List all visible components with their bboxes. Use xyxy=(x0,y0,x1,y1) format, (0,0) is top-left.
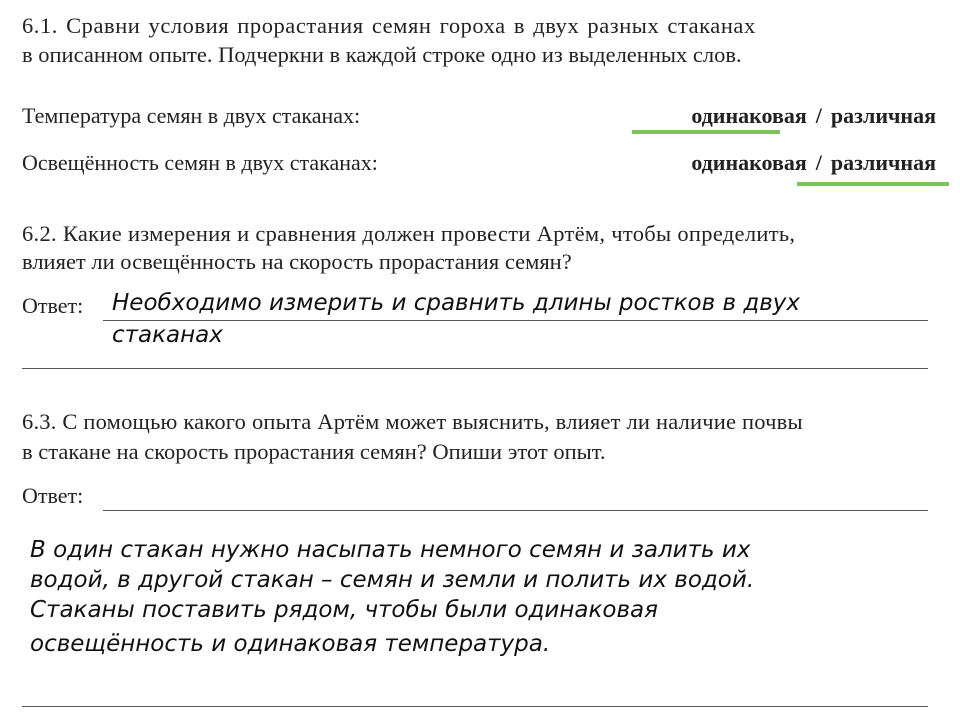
handwritten-answer-6-2-line2[interactable]: стаканах xyxy=(112,322,223,348)
row-temperature-options xyxy=(691,103,936,129)
question-6-3-line1: 6.3. С помощью какого опыта Артём может выяснить, влияет ли наличие почвы xyxy=(22,409,803,434)
question-6-1-line1: 6.1. Сравни условия прорастания семян гороха в двух разных стаканах xyxy=(22,13,756,38)
row-lighting-options xyxy=(691,150,936,176)
option-separator: / xyxy=(815,103,822,128)
row-temperature-label: Температура семян в двух стаканах: xyxy=(22,103,361,128)
question-6-2-line2: влияет ли освещённость на скорость прорастания семян? xyxy=(22,249,572,274)
answer-label-6-2: Ответ: xyxy=(22,293,84,318)
option-different-lighting[interactable]: различная xyxy=(830,150,936,175)
answer-line xyxy=(103,320,928,321)
question-6-2-line1: 6.2. Какие измерения и сравнения должен провести Артём, чтобы определить, xyxy=(22,221,796,246)
handwritten-answer-6-3-line2[interactable]: водой, в другой стакан – семян и земли и полить их водой. xyxy=(30,567,755,593)
handwritten-answer-6-3-line4[interactable]: освещённость и одинаковая температура. xyxy=(30,631,551,657)
answer-line xyxy=(103,510,928,511)
handwritten-answer-6-2-line1[interactable]: Необходимо измерить и сравнить длины ростков в двух xyxy=(112,290,801,316)
answer-line xyxy=(22,706,928,707)
option-same-temperature[interactable]: одинаковая xyxy=(691,103,807,128)
answer-label-6-3: Ответ: xyxy=(22,483,84,508)
question-6-3-line2: в стакане на скорость прорастания семян? Опиши этот опыт. xyxy=(22,439,606,464)
option-different-temperature[interactable]: различная xyxy=(830,103,936,128)
answer-line xyxy=(22,368,928,369)
row-lighting-label: Освещённость семян в двух стаканах: xyxy=(22,150,378,175)
option-separator: / xyxy=(815,150,822,175)
handwritten-answer-6-3-line3[interactable]: Стаканы поставить рядом, чтобы были одинаковая xyxy=(30,597,658,623)
handwritten-answer-6-3-line1[interactable]: В один стакан нужно насыпать немного семян и залить их xyxy=(30,537,751,563)
underline-mark-lighting xyxy=(797,182,949,186)
question-6-1-line2: в описанном опыте. Подчеркни в каждой строке одно из выделенных слов. xyxy=(22,42,742,67)
option-same-lighting[interactable]: одинаковая xyxy=(691,150,807,175)
underline-mark-temperature xyxy=(632,130,780,134)
